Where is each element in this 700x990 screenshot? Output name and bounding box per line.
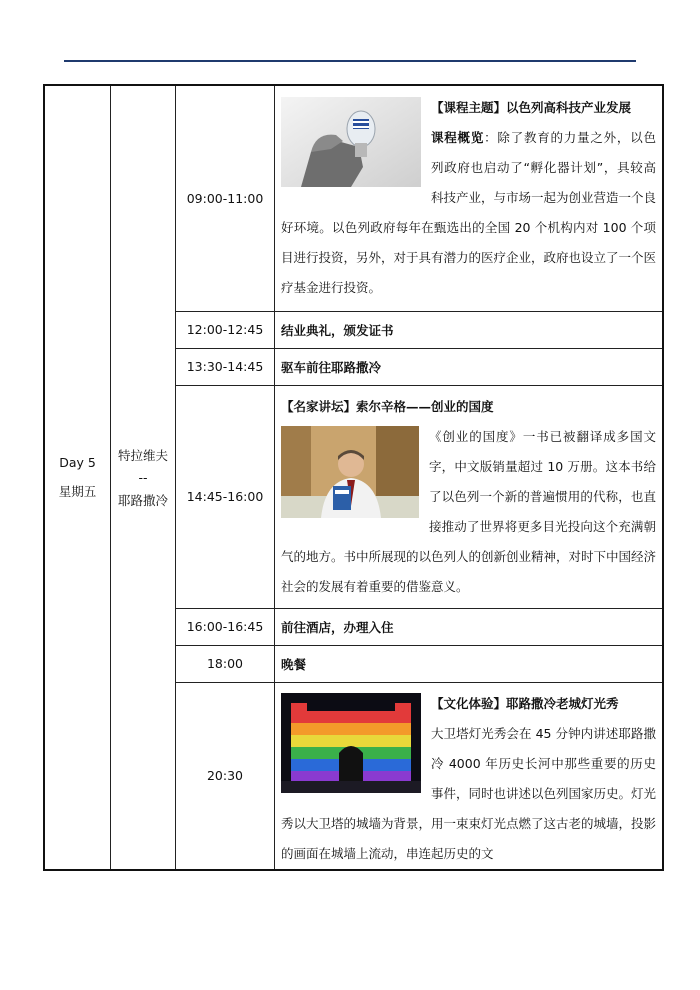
- session-title: 【名家讲坛】索尔辛格——创业的国度: [281, 398, 494, 414]
- content-cell: 驱车前往耶路撒冷: [275, 348, 664, 385]
- time-cell: 12:00-12:45: [176, 311, 275, 348]
- city-to: 耶路撒冷: [117, 492, 168, 508]
- content-cell: [275, 85, 664, 311]
- time-cell: 20:30: [176, 682, 275, 870]
- header-rule: [64, 60, 636, 62]
- schedule-table: [43, 84, 664, 871]
- table-row: [44, 85, 663, 311]
- content-cell: [275, 385, 664, 608]
- session-description: 《创业的国度》一书已被翻译成多国文字，中文版销量超过 10 万册。这本书给了以色列一个新的普遍惯用的代称，也直接推动了世界将更多目光投向这个充满朝气的地方。书中所展现的以色列人的创新创业精神，对时下中国经济社会的发展有着重要的借鉴意义。: [281, 428, 657, 594]
- photo-light-show: [281, 693, 421, 793]
- content-cell: 结业典礼，颁发证书: [275, 311, 664, 348]
- city-cell: [111, 85, 176, 870]
- session-title: 【课程主题】以色列高科技产业发展: [431, 100, 632, 116]
- time-cell: 14:45-16:00: [176, 385, 275, 608]
- weekday-label: 星期五: [58, 483, 97, 499]
- time-cell: 16:00-16:45: [176, 608, 275, 645]
- time-cell: 09:00-11:00: [176, 85, 275, 311]
- time-cell: 13:30-14:45: [176, 348, 275, 385]
- day-label: Day 5: [59, 454, 96, 470]
- photo-author-portrait: [281, 426, 419, 518]
- photo-hand-bulb: [281, 97, 421, 187]
- session-title: 【文化体验】耶路撒冷老城灯光秀: [431, 695, 619, 711]
- session-description: 大卫塔灯光秀会在 45 分钟内讲述耶路撒冷 4000 年历史长河中那些重要的历史事件，同时也讲述以色列国家历史。灯光秀以大卫塔的城墙为背景，用一束束灯光点燃了这古老的城墙，投影的画面在城墙上流动，串连起历史的文: [281, 725, 657, 861]
- content-cell: [275, 682, 664, 870]
- city-from: 特拉维夫: [117, 447, 168, 463]
- session-description: ：除了教育的力量之外，以色列政府也启动了“孵化器计划”，具较高科技产业，与市场一起为创业营造一个良好环境。以色列政府每年在甄选出的全国 20 个机构内对 100 个项目进行投资，另外，对于具有潜力的医疗企业，政府也设立了一个医疗基金进行投资。: [281, 130, 657, 296]
- city-separator: --: [138, 469, 148, 485]
- day-cell: [44, 85, 111, 870]
- session-lead: 课程概览: [431, 130, 485, 146]
- content-cell: 晚餐: [275, 645, 664, 682]
- time-cell: 18:00: [176, 645, 275, 682]
- content-cell: 前往酒店，办理入住: [275, 608, 664, 645]
